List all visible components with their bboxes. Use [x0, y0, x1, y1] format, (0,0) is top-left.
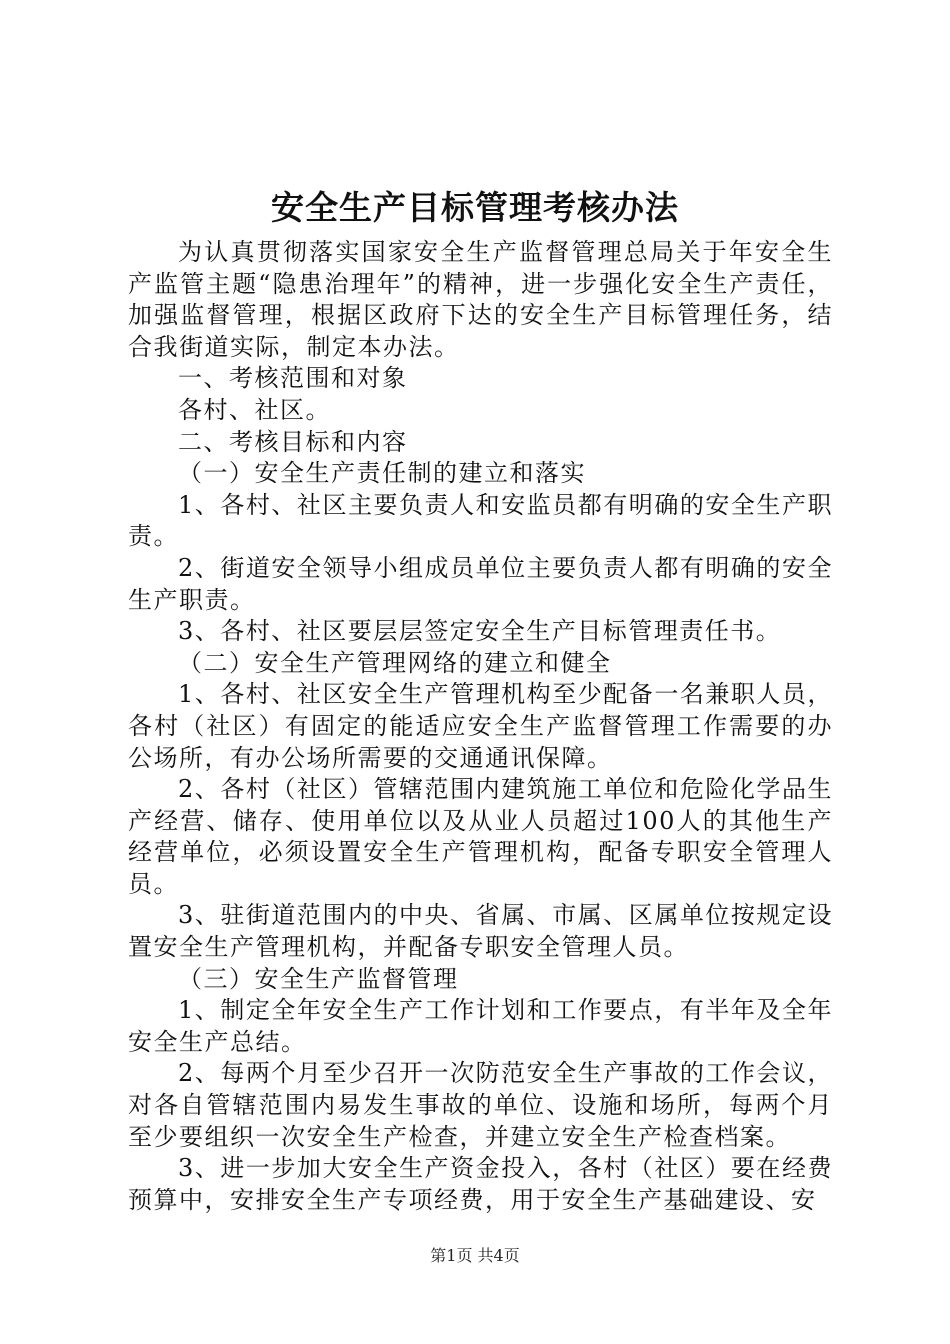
subsection-heading-2: （二）安全生产管理网络的建立和健全 [178, 648, 612, 677]
intro-paragraph: 为认真贯彻落实国家安全生产监督管理总局关于年安全生产监管主题“隐患治理年”的精神，进一步强化安全生产责任，加强监督管理，根据区政府下达的安全生产目标管理任务，结合我街道实际，制定本办法。 [128, 238, 833, 361]
subsection-heading-1: （一）安全生产责任制的建立和落实 [178, 459, 586, 488]
section-heading-1: 一、考核范围和对象 [178, 364, 408, 393]
list-item: 1、各村、社区主要负责人和安监员都有明确的安全生产职责。 [128, 490, 833, 551]
page-number-footer: 第1页 共4页 [430, 1246, 520, 1265]
list-item: 1、制定全年安全生产工作计划和工作要点，有半年及全年安全生产总结。 [128, 996, 833, 1056]
paragraph: 各村、社区。 [178, 395, 331, 424]
section-heading-2: 二、考核目标和内容 [178, 427, 408, 456]
list-item: 3、进一步加大安全生产资金投入，各村（社区）要在经费预算中，安排安全生产专项经费，用于安全生产基础建设、安 [128, 1154, 833, 1214]
list-item: 2、街道安全领导小组成员单位主要负责人都有明确的安全生产职责。 [128, 553, 833, 614]
document-title: 安全生产目标管理考核办法 [271, 188, 679, 227]
subsection-heading-3: （三）安全生产监督管理 [178, 964, 459, 993]
list-item: 1、各村、社区安全生产管理机构至少配备一名兼职人员，各村（社区）有固定的能适应安全生产监督管理工作需要的办公场所，有办公场所需要的交通通讯保障。 [128, 680, 833, 772]
list-item: 3、各村、社区要层层签定安全生产目标管理责任书。 [178, 617, 782, 646]
list-item: 3、驻街道范围内的中央、省属、市属、区属单位按规定设置安全生产管理机构，并配备专职安全管理人员。 [128, 901, 833, 962]
document-body [128, 237, 833, 1216]
list-item: 2、各村（社区）管辖范围内建筑施工单位和危险化学品生产经营、储存、使用单位以及从业人员超过100人的其他生产经营单位，必须设置安全生产管理机构，配备专职安全管理人员。 [128, 775, 833, 898]
list-item: 2、每两个月至少召开一次防范安全生产事故的工作会议，对各自管辖范围内易发生事故的单位、设施和场所，每两个月至少要组织一次安全生产检查，并建立安全生产检查档案。 [128, 1059, 833, 1151]
